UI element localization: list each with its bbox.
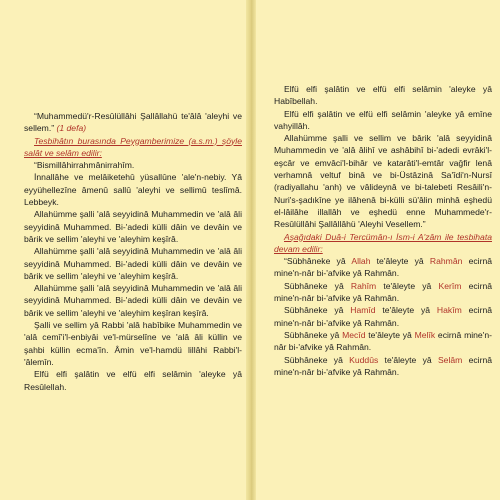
subhaneke-text: Sübhâneke yâ (284, 329, 343, 340)
paragraph-allahumme-2: Allahümme şalli 'alâ seyyidinâ Muhammedin ve 'alâ âli seyyidinâ Muhammed. Bi-'adedi külli dâin ve devâin ve bârik ve sellim 'aleyhi ve 'aleyhim keşîrâ. (24, 246, 242, 281)
left-page (24, 0, 242, 500)
subhaneke-line-5 (274, 354, 492, 379)
repeat-note: (1 defa) (56, 123, 87, 134)
subhaneke-text: ecirnâ mine'n-nâr bi-'afvike yâ Rahmân. (274, 256, 492, 279)
divine-name: Kuddûs (349, 354, 379, 365)
subhaneke-text: te'âleyte yâ (378, 354, 438, 365)
subhaneke-text: ecirnâ mine'n-nâr bi-'afvike yâ Rahmân. (274, 354, 492, 377)
divine-name: Hamîd (350, 305, 376, 316)
salawat-line (24, 110, 242, 135)
book-gutter (246, 0, 256, 500)
divine-name: Rahîm (350, 280, 377, 291)
subhaneke-text: ecirnâ mine'n-nâr bi-'afvike yâ Rahmân. (274, 280, 493, 304)
subhaneke-line-4 (274, 329, 492, 354)
subhaneke-text: Sübhâneke yâ (284, 280, 351, 291)
divine-name: Rahmân (429, 256, 463, 267)
subhaneke-text: “Sübhâneke yâ (284, 256, 352, 267)
divine-name: Allah (351, 256, 371, 267)
paragraph-allahumme-long: Allahümme şalli ve sellim ve bârik 'alâ seyyidinâ Muhammedin ve 'alâ âlihî ve ashâbihî bi-'adedi evrâki'l-eşcâr ve emvâci'l-bihâr ve katarâti'l-emtâr vağfir lenâ verhamnâ veltuf binâ ve bi-Üstâzinâ Sa'îdi'n-Nursî (radiyallahu 'anh) ve vâlideynâ ve bi-talebeti Resâili'n-Nuri's-şadıkîne ye ilâhenâ bi-külli sü'âlin minhâ eşhedü el-lâilâhe illallâh ve eşhedü enne Muhammede'r-Resûlüllâhi Şallâllâhü 'Aleyhi Vesellem.” (274, 133, 492, 230)
paragraph-allahumme-1: Allahümme şalli 'alâ seyyidinâ Muhammedin ve 'alâ âli seyyidinâ Muhammed. Bi-'adedi külli dâin ve devâin ve bârik ve sellim 'aleyhi ve 'aleyhim keşîrâ. (24, 209, 242, 244)
divine-name: Melîk (414, 329, 436, 340)
divine-name: Mecîd (342, 329, 366, 340)
subhaneke-text: Sübhâneke yâ (284, 305, 351, 316)
salawat-text: “Muhammedü'r-Resûlüllâhi Şallâllahü te'âlâ 'aleyhi ve sellem.” (24, 111, 242, 134)
subhaneke-text: Sübhâneke yâ (284, 354, 350, 365)
subhaneke-text: te'âleyte yâ (376, 280, 439, 291)
subhaneke-line-1 (274, 255, 492, 280)
paragraph-bismillah: “Bismillâhirrahmânirrahîm. (34, 160, 135, 171)
divine-name: Hakîm (436, 305, 462, 316)
right-page (274, 0, 492, 500)
divine-name: Kerîm (438, 280, 462, 291)
subhaneke-line-3 (274, 304, 492, 329)
instruction-rubric: Tesbihâtın burasında Peygamberimize (a.s.m.) şöyle salât ve selâm edilir: (24, 135, 242, 158)
instruction-rubric-right: Aşağıdaki Duâ-i Tercümân-ı İsm-i A'zâm ile tesbihata devam edilir: (274, 231, 492, 254)
paragraph-salli: Şalli ve sellim yâ Rabbi 'alâ habîbike Muhammedin ve 'alâ cemî'i'l-enbiyâi ve'l-mürselîne ve 'alâ âli küllin ve şahbi küllin ecma'în. Âmin ve'l-hamdü lillâhi Rabbi'l-'âlemîn. (24, 320, 242, 367)
divine-name: Selâm (437, 354, 463, 365)
subhaneke-text: te'âleyte yâ (365, 329, 415, 340)
subhaneke-line-2 (274, 280, 492, 305)
paragraph-habibellah: Elfü elfi şalâtin ve elfü elfi selâmin 'aleyke yâ Habîbellah. (274, 84, 492, 107)
subhaneke-text: te'âleyte yâ (370, 256, 430, 267)
paragraph-innallahe: İnnallâhe ve melâiketehû yüsallûne 'ale'n-nebiy. Yâ eyyühellezîne âmenû sallû 'aleyhi ve sellimû teslîmâ. Lebbeyk. (24, 172, 242, 208)
paragraph-emine: Elfü elfi şalâtin ve elfü elfi selâmin 'aleyke yâ emîne vahyillâh. (274, 108, 492, 131)
subhaneke-text: ecirnâ mine'n-nâr bi-'afvike yâ Rahmân. (274, 329, 492, 353)
paragraph-allahumme-3: Allahümme şalli 'alâ seyyidinâ Muhammedin ve 'alâ âli seyyidinâ Muhammed. Bi-'adedi külli dâin ve devâin ve bârik ve sellim 'aleyhi ve 'aleyhim keşîran keşîrâ. (24, 283, 242, 318)
subhaneke-text: ecirnâ mine'n-nâr bi-'afvike yâ Rahmân. (274, 305, 492, 328)
paragraph-elfu: Elfü elfi şalâtin ve elfü elfi selâmin 'aleyke yâ Resûlellah. (24, 369, 242, 392)
subhaneke-text: te'âleyte yâ (375, 305, 437, 316)
